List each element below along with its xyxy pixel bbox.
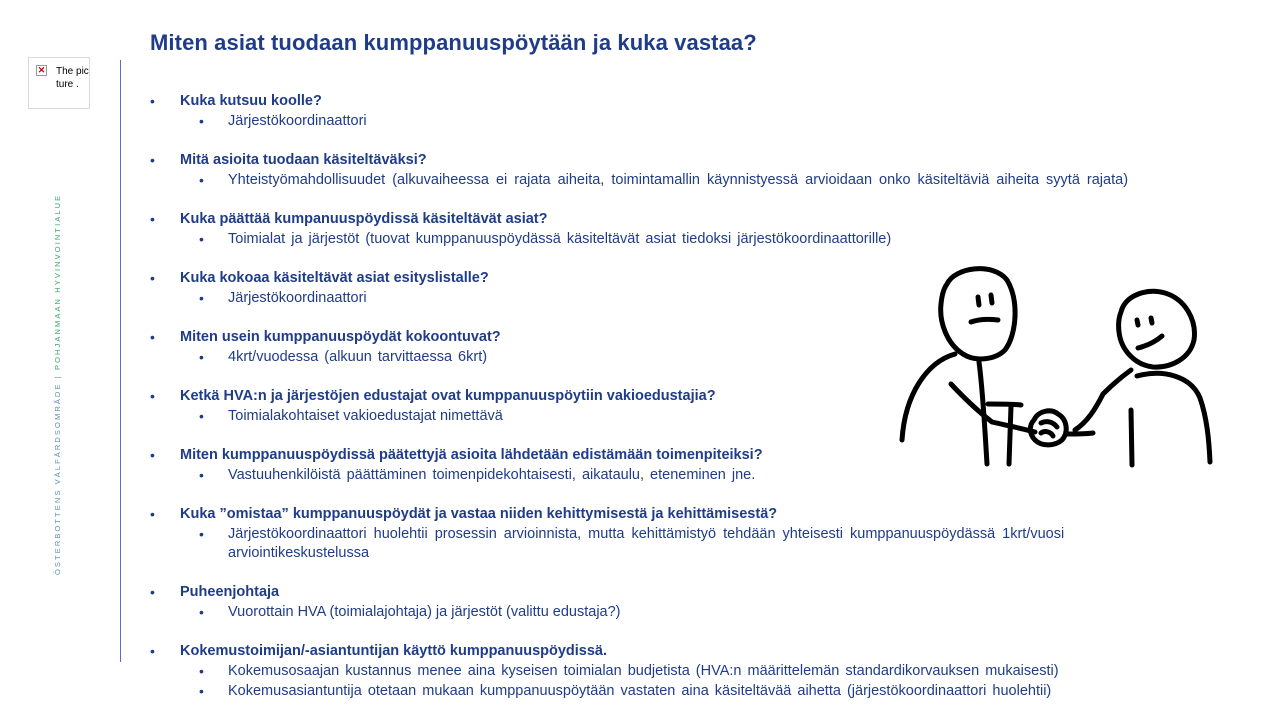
answer-item [150,682,1150,701]
bullet-icon: • [199,290,204,306]
bullet-icon: • [150,93,155,109]
bullet-icon: • [199,663,204,679]
answer-item [150,112,1150,131]
logo-alt-text: The picture . [56,66,89,90]
answer-item [150,603,1150,622]
list-item [150,210,1150,249]
bullet-icon: • [199,231,204,247]
bullet-icon: • [199,113,204,129]
answer-item [150,525,1188,563]
list-item [150,642,1150,701]
bullet-icon: • [150,152,155,168]
question-heading: Puheenjohtaja [180,584,280,600]
list-item [150,151,1150,190]
question-heading: Ketkä HVA:n ja järjestöjen edustajat ovat kumppanuuspöytiin vakioedustajia? [180,388,716,404]
bullet-icon: • [150,643,155,659]
answer-item [150,230,1150,249]
answer-text: Yhteistyömahdollisuudet (alkuvaiheessa ei rajata aiheita, toimintamallin käynnistyessä arvioidaan onko käsiteltäviä aiheita syytä rajata) [228,172,1129,188]
organization-name-swedish: ÖSTERBOTTENS VÄLFÄRDSOMRÅDE | [53,370,62,575]
answer-text: Vastuuhenkilöistä päättäminen toimenpidekohtaisesti, aikataulu, eteneminen jne. [228,467,756,483]
answer-text: Vuorottain HVA (toimialajohtaja) ja järjestöt (valittu edustaja?) [228,604,621,620]
slide-title: Miten asiat tuodaan kumppanuuspöytään ja kuka vastaa? [150,30,757,55]
answer-item [150,171,1268,190]
organization-name-finnish: POHJANMAAN HYVINVOINTIALUE [53,193,62,371]
question-heading: Mitä asioita tuodaan käsiteltäväksi? [180,152,427,168]
answer-text: Toimialakohtaiset vakioedustajat nimettävä [228,408,503,424]
broken-logo-image [28,57,90,109]
vertical-divider [120,60,121,662]
bullet-icon: • [199,408,204,424]
handshake-illustration [895,262,1220,477]
answer-text: Järjestökoordinaattori [228,113,367,129]
bullet-icon: • [150,329,155,345]
answer-text: Järjestökoordinaattori [228,290,367,306]
question-heading: Miten usein kumppanuuspöydät kokoontuvat? [180,329,501,345]
broken-image-icon: ✕ [37,65,46,75]
bullet-icon: • [150,388,155,404]
answer-text: Kokemusosaajan kustannus menee aina kyseisen toimialan budjetista (HVA:n määrittelemän standardikorvauksen mukaisesti) [228,663,1059,679]
question-heading: Kuka kokoaa käsiteltävät asiat esityslistalle? [180,270,489,286]
question-heading: Kuka kutsuu koolle? [180,93,322,109]
bullet-icon: • [199,526,204,542]
bullet-icon: • [150,270,155,286]
bullet-icon: • [199,683,204,699]
bullet-icon: • [150,584,155,600]
answer-text: Järjestökoordinaattori huolehtii prosessin arvioinnista, mutta kehittämistyö tehdään yhteisesti kumppanuuspöydässä 1krt/vuosi arviointikeskustelussa [228,526,1065,561]
bullet-icon: • [150,211,155,227]
bullet-icon: • [150,447,155,463]
left-person-figure [902,269,1035,464]
answer-item [150,662,1150,681]
right-person-figure [1068,291,1210,465]
answer-text: Toimialat ja järjestöt (tuovat kumppanuuspöydässä käsiteltävät asiat tiedoksi järjestökoordinaattorille) [228,231,892,247]
organization-vertical-label [48,135,68,575]
handshake-hands [1030,411,1066,445]
question-heading: Kuka ”omistaa” kumppanuuspöydät ja vastaa niiden kehittymisestä ja kehittämisestä? [180,506,778,522]
answer-text: Kokemusasiantuntija otetaan mukaan kumppanuuspöytään vastaten aina käsiteltävää aihetta (järjestökoordinaattori huolehtii) [228,683,1052,699]
bullet-icon: • [199,349,204,365]
list-item [150,583,1150,622]
question-heading: Miten kumppanuuspöydissä päätettyjä asioita lähdetään edistämään toimenpiteiksi? [180,447,763,463]
question-heading: Kokemustoimijan/-asiantuntijan käyttö kumppanuuspöydissä. [180,643,608,659]
answer-text: 4krt/vuodessa (alkuun tarvittaessa 6krt) [228,349,488,365]
bullet-icon: • [150,506,155,522]
list-item [150,92,1150,131]
bullet-icon: • [199,467,204,483]
list-item [150,505,1150,563]
bullet-icon: • [199,604,204,620]
bullet-icon: • [199,172,204,188]
question-heading: Kuka päättää kumpanuuspöydissä käsiteltävät asiat? [180,211,548,227]
